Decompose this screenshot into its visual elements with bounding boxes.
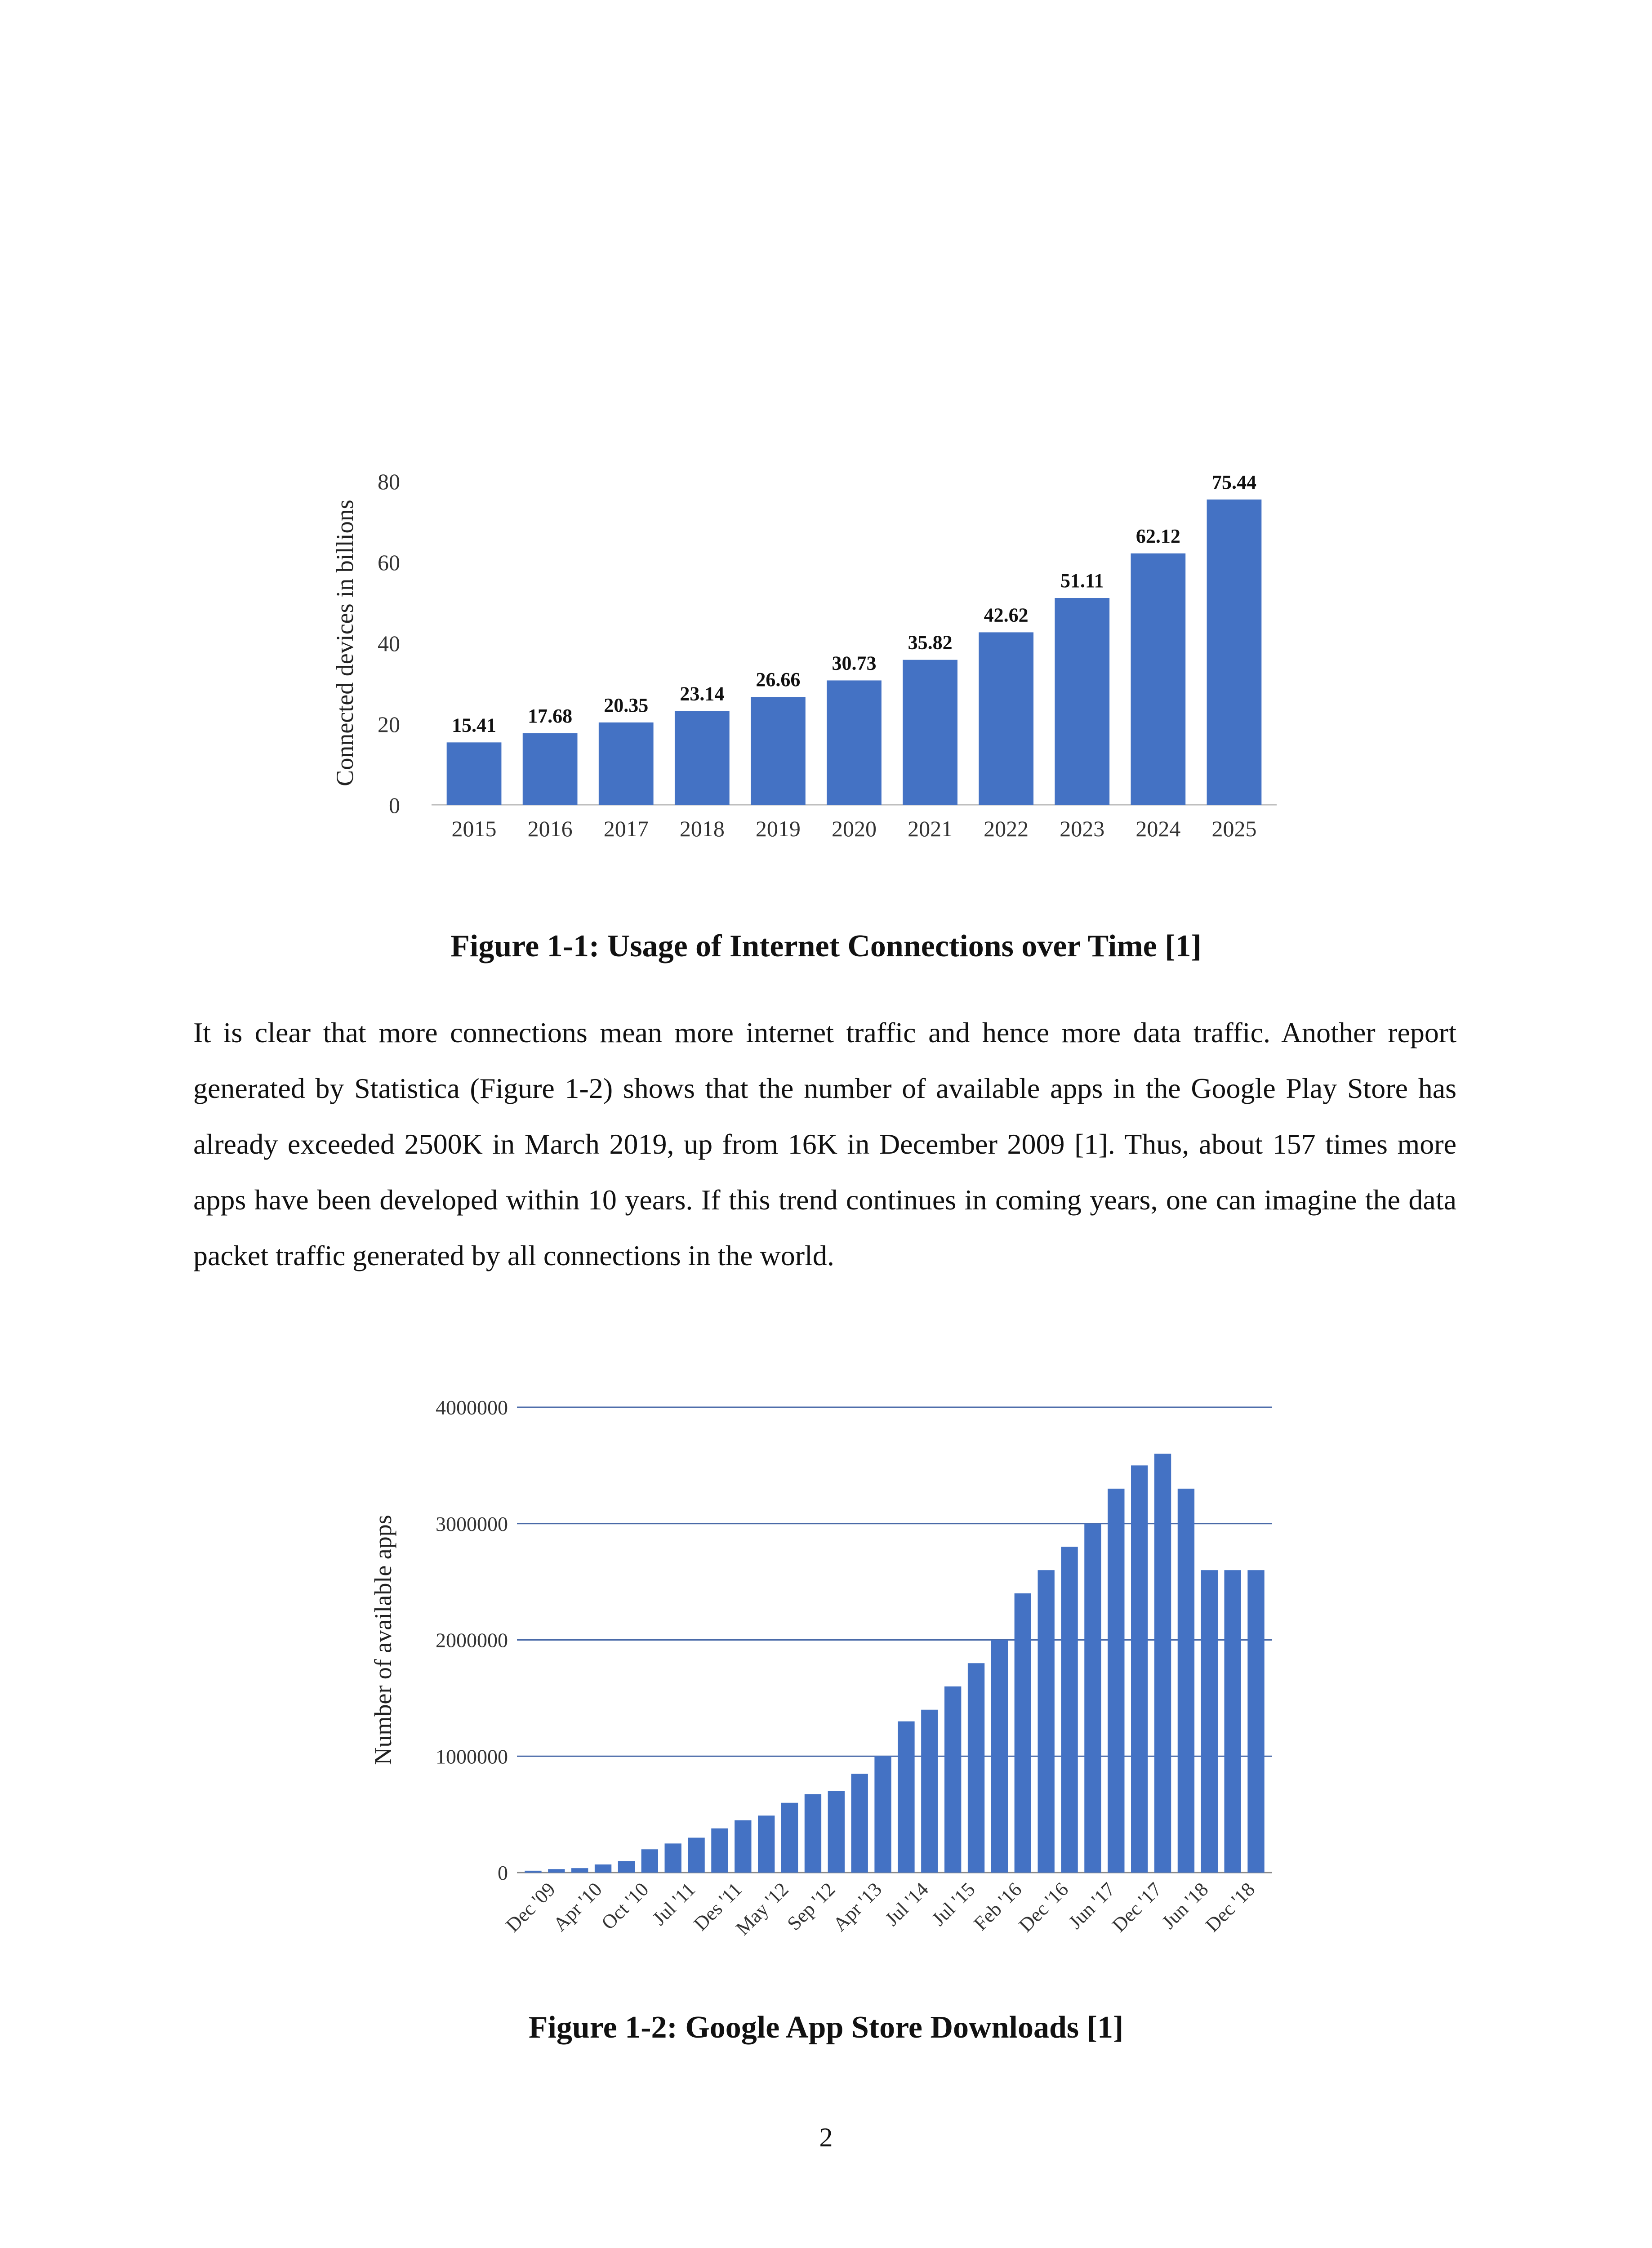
x-tick-label: Apr '10 [549,1878,606,1936]
bar [711,1829,728,1873]
x-tick-label: 2023 [1060,816,1105,841]
x-tick-label: 2025 [1211,816,1257,841]
x-tick-label: 2018 [679,816,725,841]
x-tick-label: 2016 [527,816,573,841]
y-tick-label: 40 [378,631,400,656]
bar [641,1849,658,1873]
bar [599,723,654,805]
bar [1055,598,1109,805]
y-tick-label: 1000000 [436,1745,508,1768]
bar [968,1663,984,1873]
bar [548,1869,565,1873]
x-tick-label: 2019 [755,816,801,841]
data-label: 75.44 [1211,471,1256,494]
page-number: 2 [819,2123,833,2152]
x-tick-label: 2021 [908,816,953,841]
data-label: 15.41 [452,714,497,736]
x-tick-label: 2015 [451,816,497,841]
app-store-chart [360,1385,1286,1992]
x-tick-label: Dec '09 [501,1878,560,1936]
data-label: 35.82 [908,631,953,654]
y-tick-label: 80 [378,469,400,494]
x-tick-label: Apr '13 [828,1878,886,1936]
x-tick-label: Jul '11 [648,1878,700,1930]
bar [1201,1570,1218,1873]
bar [1131,1465,1148,1873]
data-label: 42.62 [984,604,1029,626]
bar [827,680,882,805]
bar [665,1843,681,1873]
bar [1207,500,1262,805]
x-tick-label: Dec '18 [1201,1878,1260,1936]
data-label: 30.73 [832,652,877,674]
data-label: 51.11 [1060,570,1104,592]
bar [688,1838,704,1873]
x-tick-label: Feb '16 [969,1878,1026,1935]
y-tick-label: 4000000 [436,1396,508,1419]
y-tick-label: 0 [498,1861,508,1884]
data-label: 20.35 [604,694,649,716]
bar [1084,1524,1101,1873]
x-tick-label: Jun '18 [1158,1878,1213,1933]
bar [571,1868,588,1873]
y-tick-label: 2000000 [436,1628,508,1652]
bar [1108,1489,1124,1873]
y-tick-label: 60 [378,550,400,575]
bar [781,1803,798,1873]
bar [618,1861,635,1873]
x-tick-label: Sep '12 [783,1878,840,1935]
body-paragraph: It is clear that more connections mean more internet traffic and hence more data traffic. Another report generated by Statistica (Figure 1-2) shows that the number of available apps in the Google Play Store has already exceeded 2500K in March 2019, up from 16K in December 2009 [1]. Thus, about 157 times more apps have been developed within 10 years. If this trend continues in coming years, one can imagine the data packet traffic generated by all connections in the world. [193,1017,1456,1271]
x-tick-label: 2022 [984,816,1029,841]
bar [447,742,502,805]
bar [1178,1489,1194,1873]
bar [675,711,730,805]
x-tick-label: Des '11 [689,1878,746,1935]
data-label: 17.68 [528,705,573,727]
x-tick-label: Jun '17 [1064,1878,1119,1933]
bar [921,1710,938,1873]
x-tick-label: May '12 [731,1878,793,1940]
bar [991,1640,1008,1873]
bar [903,660,957,805]
bar [851,1774,868,1873]
x-tick-label: Oct '10 [597,1878,653,1934]
bar [1131,553,1185,805]
data-label: 23.14 [680,682,725,705]
bar [735,1820,751,1873]
x-tick-label: Dec '16 [1014,1878,1073,1936]
bar [1038,1570,1055,1873]
bar [525,1871,541,1873]
figure-1-1-caption: Figure 1-1: Usage of Internet Connections over Time [1] [450,929,1202,963]
data-label: 26.66 [756,669,801,691]
bar [828,1791,845,1873]
bar [898,1722,914,1873]
x-tick-label: Dec '17 [1108,1878,1166,1936]
y-tick-label: 3000000 [436,1512,508,1535]
x-tick-label: 2024 [1135,816,1181,841]
y-axis-label: Connected devices in billions [331,500,358,786]
bar [805,1794,821,1873]
data-label: 62.12 [1135,525,1180,547]
bar [874,1756,891,1873]
bar [1015,1593,1031,1873]
bar [758,1815,775,1873]
x-tick-label: Jul '15 [927,1878,980,1930]
bar [1225,1570,1241,1873]
bar [1154,1454,1171,1873]
bar [979,632,1033,805]
connected-devices-chart [328,454,1299,868]
y-axis-label: Number of available apps [370,1515,396,1765]
bar [1247,1570,1264,1873]
y-tick-label: 20 [378,712,400,737]
bar [595,1864,611,1873]
bar [751,697,806,805]
bar [944,1686,961,1873]
bar [1061,1547,1078,1873]
x-tick-label: 2017 [603,816,649,841]
bar [523,733,578,805]
x-tick-label: 2020 [832,816,877,841]
x-tick-label: Jul '14 [881,1878,933,1930]
y-tick-label: 0 [389,793,400,818]
figure-1-2-caption: Figure 1-2: Google App Store Downloads [1] [528,2010,1124,2045]
